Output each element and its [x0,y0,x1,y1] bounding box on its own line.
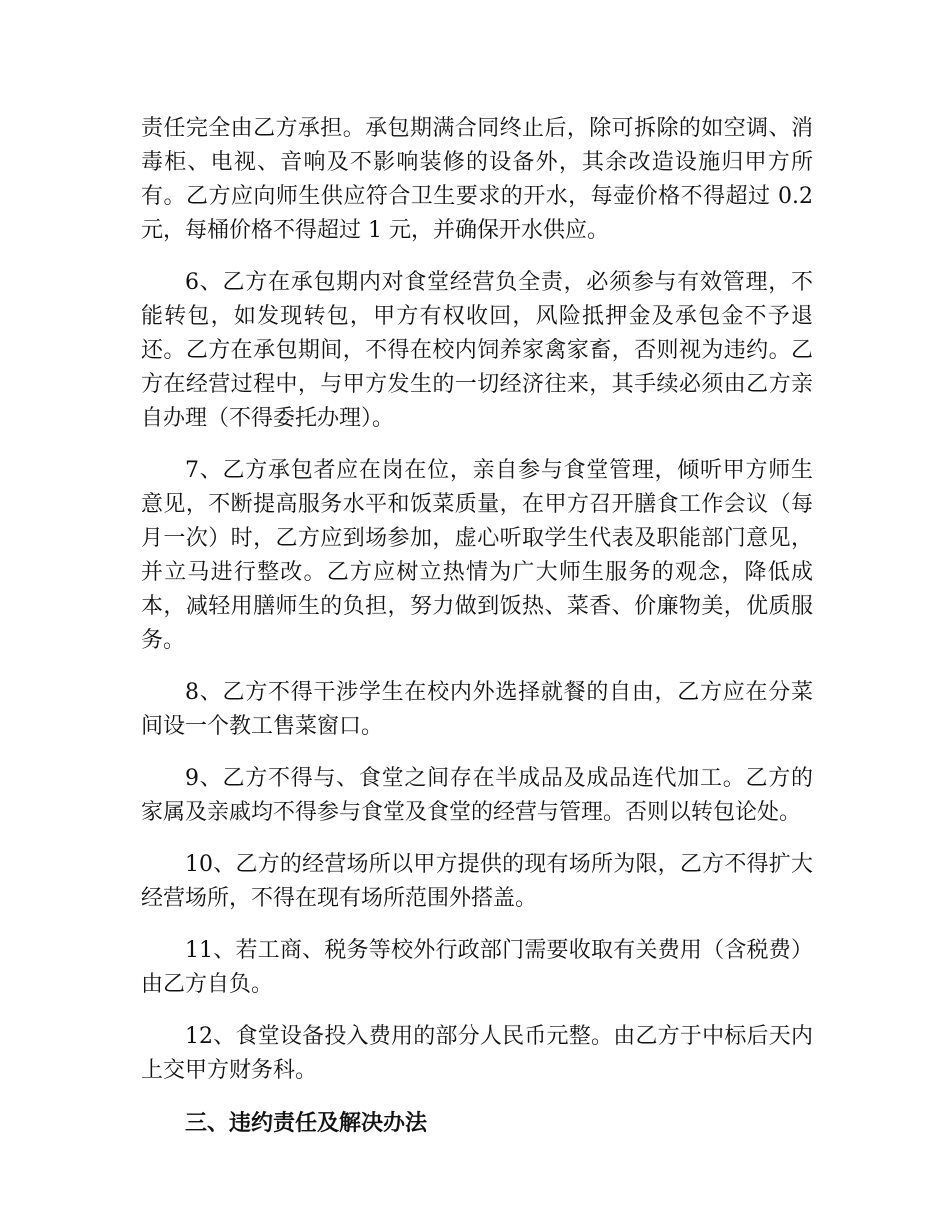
clause-6: 6、乙方在承包期内对食堂经营负全责，必须参与有效管理，不能转包，如发现转包，甲方有权收回，风险抵押金及承包金不予退还。乙方在承包期间，不得在校内饲养家禽家畜，否则视为违约。乙方在经营过程中，与甲方发生的一切经济往来，其手续必须由乙方亲自办理（不得委托办理）。 [141,270,813,431]
clause-11: 11、若工商、税务等校外行政部门需要收取有关费用（含税费）由乙方自负。 [141,938,813,997]
document-body [141,112,813,1140]
paragraph-continuation: 责任完全由乙方承担。承包期满合同终止后，除可拆除的如空调、消毒柜、电视、音响及不影响装修的设备外，其余改造设施归甲方所有。乙方应向师生供应符合卫生要求的开水，每壶价格不得超过 0.2 元，每桶价格不得超过 1 元，并确保开水供应。 [141,116,813,243]
clause-7: 7、乙方承包者应在岗在位，亲自参与食堂管理，倾听甲方师生意见，不断提高服务水平和饭菜质量，在甲方召开膳食工作会议（每月一次）时，乙方应到场参加，虚心听取学生代表及职能部门意见，并立马进行整改。乙方应树立热情为广大师生服务的观念，降低成本，减轻用膳师生的负担，努力做到饭热、菜香、价廉物美，优质服务。 [141,458,813,653]
clause-10: 10、乙方的经营场所以甲方提供的现有场所为限，乙方不得扩大经营场所，不得在现有场所范围外搭盖。 [141,852,813,911]
clause-8: 8、乙方不得干涉学生在校内外选择就餐的自由，乙方应在分菜间设一个教工售菜窗口。 [141,680,813,739]
clause-9: 9、乙方不得与、食堂之间存在半成品及成品连代加工。乙方的家属及亲戚均不得参与食堂及食堂的经营与管理。否则以转包论处。 [141,766,813,825]
clause-12: 12、食堂设备投入费用的部分人民币元整。由乙方于中标后天内上交甲方财务科。 [141,1024,813,1083]
section-heading: 三、违约责任及解决办法 [185,1110,428,1136]
